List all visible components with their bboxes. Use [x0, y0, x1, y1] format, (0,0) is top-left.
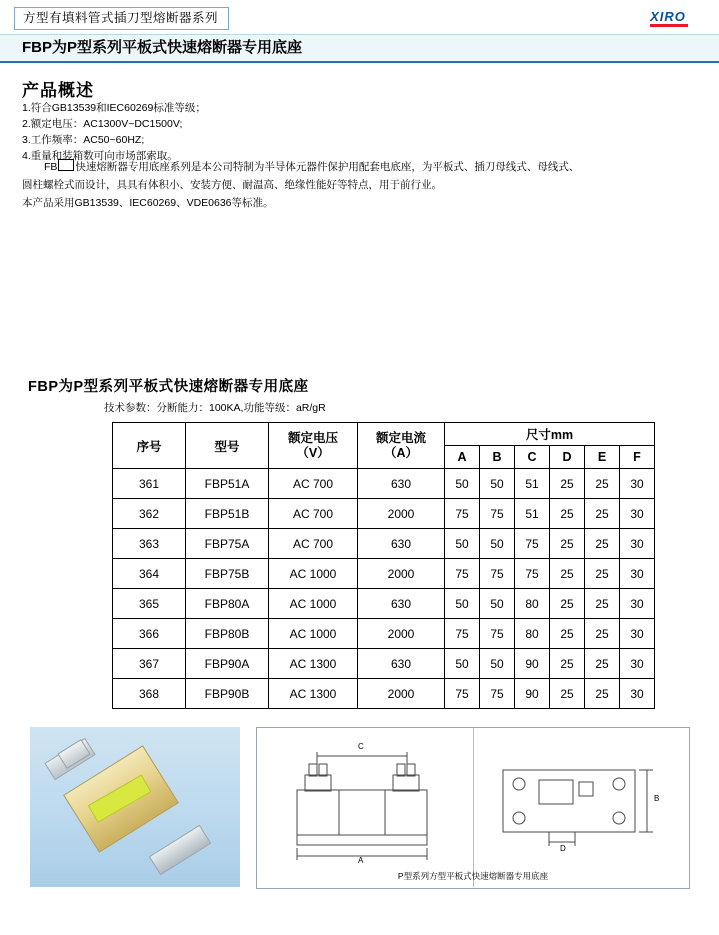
table-row	[113, 649, 655, 679]
cell-dim-b: 50	[480, 469, 515, 499]
cell-voltage: AC 1000	[269, 559, 358, 589]
th-dim-b: B	[480, 446, 515, 469]
cell-dim-d: 25	[550, 679, 585, 709]
cell-dim-f: 30	[620, 589, 655, 619]
page-header	[0, 0, 719, 34]
cell-dim-b: 50	[480, 589, 515, 619]
table-row	[113, 679, 655, 709]
cell-model: FBP90A	[186, 649, 269, 679]
spec-item: 4.重量和装箱数可向市场部索取。	[22, 150, 178, 162]
cell-no: 368	[113, 679, 186, 709]
th-dim-a: A	[445, 446, 480, 469]
cell-dim-f: 30	[620, 499, 655, 529]
cell-dim-b: 75	[480, 559, 515, 589]
cell-model: FBP75A	[186, 529, 269, 559]
cell-voltage: AC 700	[269, 499, 358, 529]
cell-voltage: AC 1000	[269, 619, 358, 649]
front-view-svg	[257, 730, 473, 880]
table-row	[113, 529, 655, 559]
header-title: 方型有填料管式插刀型熔断器系列	[14, 7, 229, 30]
cell-dim-a: 50	[445, 649, 480, 679]
cell-dim-f: 30	[620, 619, 655, 649]
cell-current: 630	[358, 649, 445, 679]
cell-dim-f: 30	[620, 469, 655, 499]
cell-dim-f: 30	[620, 559, 655, 589]
overview-spec-list	[22, 100, 206, 164]
cell-no: 362	[113, 499, 186, 529]
cell-dim-c: 90	[515, 649, 550, 679]
cell-dim-a: 75	[445, 619, 480, 649]
cell-current: 2000	[358, 679, 445, 709]
cell-dim-e: 25	[585, 469, 620, 499]
placeholder-box-icon	[58, 159, 74, 171]
cell-model: FBP80B	[186, 619, 269, 649]
table-row	[113, 589, 655, 619]
cell-dim-b: 50	[480, 649, 515, 679]
dim-label-a: A	[358, 856, 364, 865]
cell-model: FBP90B	[186, 679, 269, 709]
cell-voltage: AC 1000	[269, 589, 358, 619]
cell-dim-b: 75	[480, 619, 515, 649]
spec-item: 1.符合GB13539和IEC60269标准等级；	[22, 102, 206, 114]
spec-table	[112, 422, 655, 709]
cell-dim-c: 80	[515, 589, 550, 619]
cell-dim-a: 50	[445, 469, 480, 499]
cell-dim-c: 75	[515, 559, 550, 589]
cell-voltage: AC 700	[269, 469, 358, 499]
cell-current: 630	[358, 589, 445, 619]
cell-dim-d: 25	[550, 499, 585, 529]
company-logo	[633, 8, 703, 25]
cell-dim-e: 25	[585, 589, 620, 619]
logo-text: XIRO	[650, 9, 686, 24]
cell-current: 2000	[358, 619, 445, 649]
cell-voltage: AC 1300	[269, 679, 358, 709]
top-view-svg	[479, 730, 679, 880]
cell-dim-c: 51	[515, 499, 550, 529]
th-voltage	[269, 423, 358, 469]
cell-no: 365	[113, 589, 186, 619]
cell-dim-f: 30	[620, 679, 655, 709]
cell-dim-d: 25	[550, 559, 585, 589]
cell-dim-f: 30	[620, 649, 655, 679]
th-no: 序号	[113, 423, 186, 469]
cell-dim-a: 75	[445, 499, 480, 529]
cell-dim-c: 75	[515, 529, 550, 559]
cell-dim-d: 25	[550, 589, 585, 619]
cell-dim-e: 25	[585, 529, 620, 559]
th-dimensions: 尺寸mm	[445, 423, 655, 446]
cell-dim-e: 25	[585, 649, 620, 679]
th-model: 型号	[186, 423, 269, 469]
drawing-caption: P型系列方型平板式快速熔断器专用底座	[397, 871, 549, 881]
fuse-blade-bottom	[149, 825, 212, 875]
th-dim-e: E	[585, 446, 620, 469]
drawing-divider	[473, 728, 474, 887]
cell-dim-e: 25	[585, 559, 620, 589]
th-dim-c: C	[515, 446, 550, 469]
cell-current: 2000	[358, 499, 445, 529]
th-voltage-line1: 额定电压	[287, 430, 338, 445]
cell-dim-a: 75	[445, 679, 480, 709]
banner-title: FBP为P型系列平板式快速熔断器专用底座	[22, 39, 303, 56]
spec-item: 3.工作频率：AC50~60HZ;	[22, 134, 145, 146]
cell-no: 363	[113, 529, 186, 559]
cell-dim-a: 50	[445, 529, 480, 559]
cell-dim-b: 75	[480, 679, 515, 709]
cell-no: 366	[113, 619, 186, 649]
cell-model: FBP80A	[186, 589, 269, 619]
cell-dim-d: 25	[550, 529, 585, 559]
product-photo	[30, 727, 240, 887]
table-row	[113, 499, 655, 529]
cell-dim-a: 75	[445, 559, 480, 589]
overview-paragraph-3: 本产品采用GB13539、IEC60269、VDE0636等标准。	[22, 197, 274, 209]
th-dim-d: D	[550, 446, 585, 469]
cell-no: 364	[113, 559, 186, 589]
table-row	[113, 559, 655, 589]
cell-dim-e: 25	[585, 499, 620, 529]
overview-paragraph-2: 圆柱螺栓式而设计，具具有体积小、安装方便、耐温高、绝缘性能好等特点，用于前行业。	[22, 179, 442, 191]
cell-voltage: AC 700	[269, 529, 358, 559]
table-title: FBP为P型系列平板式快速熔断器专用底座	[28, 379, 309, 395]
cell-model: FBP51B	[186, 499, 269, 529]
fuse-label	[88, 775, 152, 823]
cell-dim-a: 50	[445, 589, 480, 619]
cell-model: FBP75B	[186, 559, 269, 589]
cell-dim-e: 25	[585, 679, 620, 709]
table-body	[113, 469, 655, 709]
th-current	[358, 423, 445, 469]
th-current-line2: （A）	[383, 445, 419, 460]
cell-no: 367	[113, 649, 186, 679]
paragraph-suffix: 快速熔断器专用底座系列是本公司特制为半导体元器件保护用配套电底座，为平板式、插刀母线式、母线式、	[75, 161, 580, 173]
cell-dim-c: 90	[515, 679, 550, 709]
th-dim-f: F	[620, 446, 655, 469]
cell-dim-b: 75	[480, 499, 515, 529]
table-header-row-1	[113, 423, 655, 446]
th-voltage-line2: （V）	[296, 445, 330, 460]
table-head	[113, 423, 655, 469]
table-subtitle: 技术参数：分断能力：100KA,功能等级：aR/gR	[104, 402, 326, 414]
dim-label-d: D	[560, 844, 566, 853]
table-row	[113, 469, 655, 499]
cell-dim-e: 25	[585, 619, 620, 649]
dim-label-c: C	[358, 742, 364, 751]
cell-current: 630	[358, 529, 445, 559]
cell-dim-d: 25	[550, 619, 585, 649]
cell-model: FBP51A	[186, 469, 269, 499]
cell-no: 361	[113, 469, 186, 499]
cell-dim-c: 80	[515, 619, 550, 649]
overview-paragraphs	[22, 158, 682, 212]
paragraph-prefix: FB	[44, 161, 58, 173]
cell-dim-b: 50	[480, 529, 515, 559]
cell-current: 2000	[358, 559, 445, 589]
table-row	[113, 619, 655, 649]
overview-paragraph-1	[22, 158, 682, 176]
cell-dim-c: 51	[515, 469, 550, 499]
cell-voltage: AC 1300	[269, 649, 358, 679]
spec-item: 2.额定电压：AC1300V~DC1500V;	[22, 118, 183, 130]
cell-current: 630	[358, 469, 445, 499]
cell-dim-d: 25	[550, 469, 585, 499]
th-current-line1: 额定电流	[375, 430, 426, 445]
technical-drawing	[256, 727, 690, 889]
dim-label-b: B	[654, 794, 660, 803]
cell-dim-f: 30	[620, 529, 655, 559]
cell-dim-d: 25	[550, 649, 585, 679]
overview-heading: 产品概述	[22, 81, 94, 100]
